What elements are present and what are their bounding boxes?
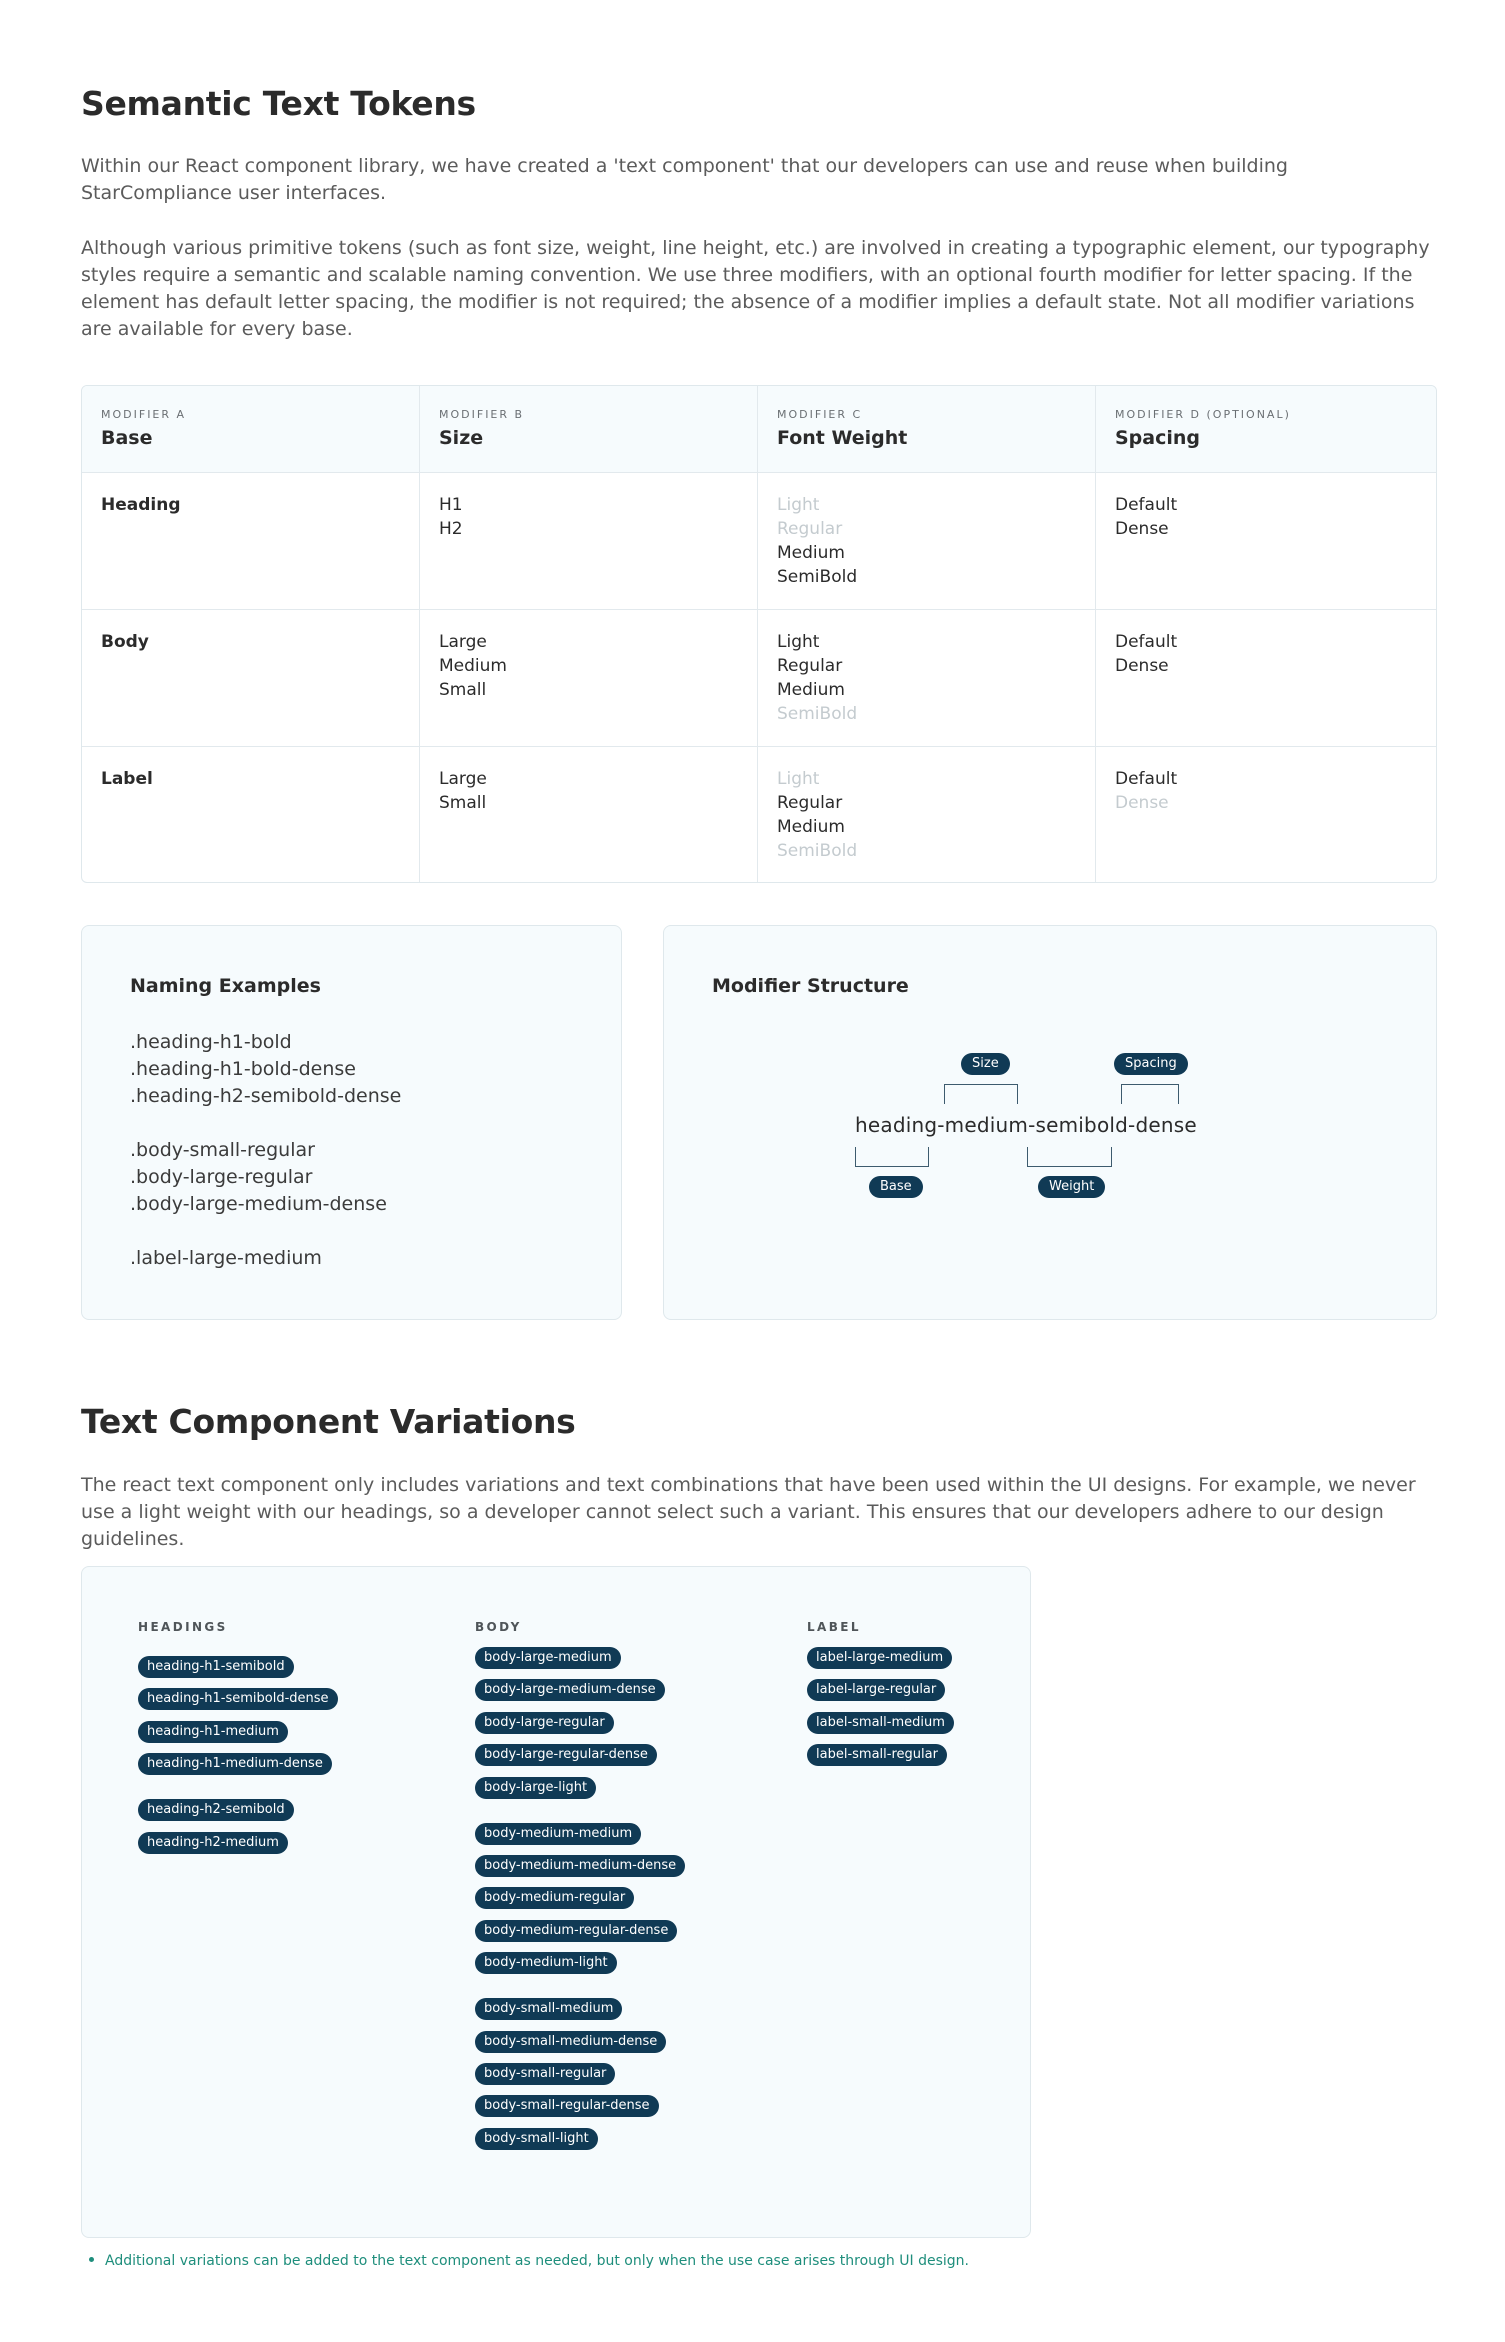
variation-pill: body-small-regular — [475, 2063, 615, 2085]
variation-pill: body-small-regular-dense — [475, 2095, 659, 2117]
weight-option: SemiBold — [777, 704, 858, 724]
size-option: Large — [439, 632, 487, 652]
weight-option: Medium — [777, 817, 845, 837]
spacing-option: Default — [1115, 495, 1178, 515]
variation-pill: heading-h1-semibold — [138, 1656, 294, 1678]
table-cell-base — [82, 747, 420, 882]
example-class-name: .heading-h1-bold — [130, 1031, 292, 1053]
table-cell-spacing — [1096, 610, 1436, 747]
table-cell-size — [420, 473, 758, 610]
section-title-semantic-tokens: Semantic Text Tokens — [81, 84, 476, 123]
modifier-diagram — [664, 926, 1436, 1321]
variations-card — [81, 1566, 1031, 2238]
weight-option: Regular — [777, 793, 843, 813]
spacing-option: Dense — [1115, 656, 1169, 676]
variations-column-label — [807, 1619, 954, 1790]
variation-pill: heading-h1-semibold-dense — [138, 1688, 338, 1710]
variation-pill: body-medium-light — [475, 1952, 617, 1974]
variation-pill: body-medium-medium-dense — [475, 1855, 685, 1877]
modifier-example-text: heading-medium-semibold-dense — [855, 1113, 1197, 1137]
example-class-name: .body-large-medium-dense — [130, 1193, 387, 1215]
size-option: H1 — [439, 495, 463, 515]
variation-pill: body-large-medium-dense — [475, 1679, 665, 1701]
variation-pill: heading-h1-medium-dense — [138, 1753, 332, 1775]
naming-paragraph: Although various primitive tokens (such as font size, weight, line height, etc.) are involved in creating a typographic element, our typography styles require a semantic and scalable naming convention. We use three modifiers, with an optional fourth modifier for letter spacing. If the element has default letter spacing, the modifier is not required; the absence of a modifier implies a default state. Not all modifier variations are available for every base. — [81, 237, 1430, 340]
naming-examples-list — [130, 1029, 401, 1299]
variations-paragraph: The react text component only includes variations and text combinations that have been used within the UI designs. For example, we never use a light weight with our headings, so a developer cannot select such a variant. This ensures that our developers adhere to our design guidelines. — [81, 1474, 1416, 1550]
spacing-option: Default — [1115, 632, 1178, 652]
chip-weight: Weight — [1038, 1176, 1105, 1198]
weight-option: Light — [777, 769, 820, 789]
base-name: Heading — [101, 495, 181, 515]
table-cell-base — [82, 473, 420, 610]
variation-pill: body-large-regular — [475, 1712, 614, 1734]
example-class-name: .body-large-regular — [130, 1166, 313, 1188]
example-group — [130, 1029, 401, 1110]
variation-pill: body-large-light — [475, 1777, 596, 1799]
table-cell-weight — [758, 473, 1096, 610]
modifier-structure-card — [663, 925, 1437, 1320]
table-cell-size — [420, 610, 758, 747]
column-caption: BODY — [475, 1620, 522, 1634]
size-option: Medium — [439, 656, 507, 676]
footnote — [89, 2253, 969, 2269]
example-class-name: .label-large-medium — [130, 1247, 322, 1269]
variation-pill: body-large-medium — [475, 1647, 621, 1669]
naming-examples-card — [81, 925, 622, 1320]
column-caption: LABEL — [807, 1620, 861, 1634]
spacing-option: Default — [1115, 769, 1178, 789]
example-group — [130, 1245, 401, 1272]
variation-pill: body-small-medium-dense — [475, 2031, 666, 2053]
spacing-option: Dense — [1115, 519, 1169, 539]
variation-pill: body-medium-regular — [475, 1887, 634, 1909]
variation-group — [138, 1799, 338, 1853]
bullet-icon — [89, 2257, 94, 2262]
variation-group — [475, 1647, 685, 1799]
naming-examples-title: Naming Examples — [130, 975, 321, 997]
header-caption: MODIFIER A — [101, 408, 187, 421]
intro-paragraph: Within our React component library, we have created a 'text component' that our developers can use and reuse when building StarCompliance user interfaces. — [81, 155, 1288, 204]
table-cell-spacing — [1096, 473, 1436, 610]
bracket-base — [855, 1147, 929, 1167]
column-caption: HEADINGS — [138, 1620, 228, 1634]
weight-option: Regular — [777, 656, 843, 676]
table-header-size — [420, 386, 758, 473]
variation-pill: label-small-regular — [807, 1744, 947, 1766]
table-cell-spacing — [1096, 747, 1436, 882]
variation-pill: body-medium-regular-dense — [475, 1920, 677, 1942]
footnote-text: Additional variations can be added to the text component as needed, but only when the use case arises through UI design. — [105, 2253, 969, 2269]
weight-option: SemiBold — [777, 567, 858, 587]
modifier-structure-title: Modifier Structure — [712, 975, 909, 997]
variation-pill: heading-h2-medium — [138, 1832, 288, 1854]
variation-pill: label-large-medium — [807, 1647, 952, 1669]
size-option: Small — [439, 680, 487, 700]
variations-column-body — [475, 1619, 685, 2174]
table-header-base — [82, 386, 420, 473]
weight-option: Light — [777, 495, 820, 515]
chip-base: Base — [869, 1176, 923, 1198]
bracket-size — [944, 1084, 1018, 1104]
variation-pill: label-small-medium — [807, 1712, 954, 1734]
variation-pill: body-small-light — [475, 2128, 598, 2150]
weight-option: Medium — [777, 680, 845, 700]
variation-group — [475, 1998, 685, 2150]
table-header-weight — [758, 386, 1096, 473]
example-group — [130, 1137, 401, 1218]
size-option: H2 — [439, 519, 463, 539]
variation-group — [475, 1823, 685, 1975]
spacing-option: Dense — [1115, 793, 1169, 813]
variations-column-headings — [138, 1619, 338, 1878]
header-caption: MODIFIER B — [439, 408, 525, 421]
modifier-table — [81, 385, 1437, 883]
size-option: Large — [439, 769, 487, 789]
table-cell-weight — [758, 610, 1096, 747]
example-class-name: .heading-h1-bold-dense — [130, 1058, 356, 1080]
variation-pill: body-small-medium — [475, 1998, 622, 2020]
header-title: Spacing — [1115, 427, 1201, 449]
base-name: Body — [101, 632, 149, 652]
example-class-name: .heading-h2-semibold-dense — [130, 1085, 402, 1107]
chip-spacing: Spacing — [1114, 1053, 1188, 1075]
example-class-name: .body-small-regular — [130, 1139, 315, 1161]
bracket-spacing — [1121, 1084, 1179, 1104]
header-title: Base — [101, 427, 153, 449]
header-caption: MODIFIER D (OPTIONAL) — [1115, 408, 1291, 421]
variation-group — [807, 1647, 954, 1766]
weight-option: SemiBold — [777, 841, 858, 861]
weight-option: Regular — [777, 519, 843, 539]
header-title: Size — [439, 427, 484, 449]
variation-pill: label-large-regular — [807, 1679, 945, 1701]
variation-pill: heading-h1-medium — [138, 1721, 288, 1743]
table-cell-weight — [758, 747, 1096, 882]
variation-pill: body-large-regular-dense — [475, 1744, 657, 1766]
size-option: Small — [439, 793, 487, 813]
chip-size: Size — [961, 1053, 1010, 1075]
table-cell-base — [82, 610, 420, 747]
variation-group — [138, 1656, 338, 1775]
weight-option: Light — [777, 632, 820, 652]
header-title: Font Weight — [777, 427, 908, 449]
bracket-weight — [1027, 1147, 1112, 1167]
section-title-variations: Text Component Variations — [81, 1402, 576, 1441]
table-header-spacing — [1096, 386, 1436, 473]
header-caption: MODIFIER C — [777, 408, 863, 421]
weight-option: Medium — [777, 543, 845, 563]
table-cell-size — [420, 747, 758, 882]
variation-pill: body-medium-medium — [475, 1823, 641, 1845]
base-name: Label — [101, 769, 153, 789]
variation-pill: heading-h2-semibold — [138, 1799, 294, 1821]
